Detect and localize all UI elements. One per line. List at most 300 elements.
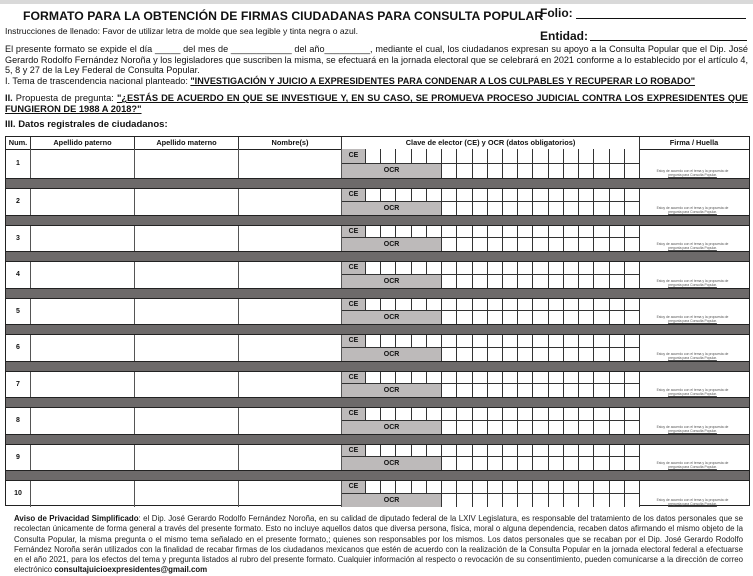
ce-char-box[interactable] [457, 408, 472, 421]
apellido-materno-field[interactable] [135, 445, 239, 471]
folio-field[interactable] [576, 18, 746, 19]
ocr-char-box[interactable] [594, 275, 609, 288]
ocr-char-box[interactable] [594, 202, 609, 215]
ocr-char-box[interactable] [473, 275, 488, 288]
apellido-materno-field[interactable] [135, 149, 239, 178]
ce-char-box[interactable] [610, 481, 625, 494]
ocr-char-box[interactable] [594, 494, 609, 507]
ocr-char-box[interactable] [579, 238, 594, 251]
ce-char-box[interactable] [579, 408, 594, 421]
ce-char-box[interactable] [427, 408, 442, 421]
ocr-char-box[interactable] [473, 202, 488, 215]
ocr-char-box[interactable] [579, 275, 594, 288]
ce-char-box[interactable] [533, 226, 548, 239]
ce-char-box[interactable] [594, 372, 609, 385]
ce-char-box[interactable] [427, 149, 442, 164]
ocr-char-box[interactable] [564, 494, 579, 507]
ce-char-box[interactable] [366, 372, 381, 385]
ce-char-box[interactable] [366, 481, 381, 494]
apellido-materno-field[interactable] [135, 189, 239, 215]
ocr-char-box[interactable] [579, 457, 594, 470]
ce-char-box[interactable] [610, 262, 625, 275]
ocr-char-box[interactable] [503, 275, 518, 288]
apellido-paterno-field[interactable] [31, 481, 135, 507]
ce-char-box[interactable] [518, 262, 533, 275]
ce-char-box[interactable] [412, 226, 427, 239]
ocr-char-box[interactable] [533, 238, 548, 251]
ce-char-box[interactable] [488, 372, 503, 385]
ocr-char-box[interactable] [533, 457, 548, 470]
ocr-char-box[interactable] [503, 421, 518, 434]
ocr-char-box[interactable] [457, 421, 472, 434]
ce-char-box[interactable] [473, 189, 488, 202]
ce-char-box[interactable] [396, 262, 411, 275]
ce-char-box[interactable] [579, 481, 594, 494]
ce-char-box[interactable] [594, 335, 609, 348]
ce-char-box[interactable] [473, 335, 488, 348]
ce-char-box[interactable] [549, 372, 564, 385]
ce-char-box[interactable] [396, 445, 411, 458]
ce-char-box[interactable] [412, 189, 427, 202]
ocr-char-box[interactable] [625, 421, 640, 434]
ce-char-box[interactable] [549, 189, 564, 202]
ocr-char-box[interactable] [503, 494, 518, 507]
ocr-char-box[interactable] [518, 494, 533, 507]
ocr-char-box[interactable] [610, 457, 625, 470]
ocr-char-box[interactable] [610, 202, 625, 215]
ocr-char-box[interactable] [503, 164, 518, 179]
ce-char-box[interactable] [457, 262, 472, 275]
ocr-char-box[interactable] [625, 494, 640, 507]
ce-char-box[interactable] [427, 189, 442, 202]
ce-char-box[interactable] [549, 299, 564, 312]
ce-char-box[interactable] [366, 189, 381, 202]
ce-char-box[interactable] [442, 481, 457, 494]
ce-char-box[interactable] [488, 445, 503, 458]
ocr-char-box[interactable] [442, 494, 457, 507]
ce-char-box[interactable] [442, 408, 457, 421]
ce-char-box[interactable] [518, 481, 533, 494]
ce-char-box[interactable] [594, 445, 609, 458]
ocr-char-box[interactable] [457, 164, 472, 179]
ce-char-box[interactable] [579, 189, 594, 202]
ocr-char-box[interactable] [625, 202, 640, 215]
ce-char-box[interactable] [549, 226, 564, 239]
apellido-paterno-field[interactable] [31, 408, 135, 434]
ocr-char-box[interactable] [442, 275, 457, 288]
ce-char-box[interactable] [396, 372, 411, 385]
ce-char-box[interactable] [366, 445, 381, 458]
ce-char-box[interactable] [579, 335, 594, 348]
ocr-char-box[interactable] [488, 421, 503, 434]
ce-char-box[interactable] [533, 408, 548, 421]
ocr-char-box[interactable] [594, 421, 609, 434]
ocr-char-box[interactable] [457, 202, 472, 215]
ocr-char-box[interactable] [518, 384, 533, 397]
ce-char-box[interactable] [381, 481, 396, 494]
ce-char-box[interactable] [549, 149, 564, 164]
ce-char-box[interactable] [427, 481, 442, 494]
ce-char-box[interactable] [442, 262, 457, 275]
ce-char-box[interactable] [594, 408, 609, 421]
ocr-char-box[interactable] [625, 238, 640, 251]
ce-char-box[interactable] [381, 149, 396, 164]
ce-char-box[interactable] [594, 299, 609, 312]
ce-char-box[interactable] [564, 481, 579, 494]
ocr-char-box[interactable] [488, 457, 503, 470]
ocr-char-box[interactable] [457, 494, 472, 507]
ocr-char-box[interactable] [518, 421, 533, 434]
ce-char-box[interactable] [503, 262, 518, 275]
ocr-char-box[interactable] [473, 164, 488, 179]
ce-char-box[interactable] [518, 408, 533, 421]
ocr-char-box[interactable] [549, 421, 564, 434]
apellido-materno-field[interactable] [135, 408, 239, 434]
ce-char-box[interactable] [533, 262, 548, 275]
ocr-char-box[interactable] [625, 275, 640, 288]
ocr-char-box[interactable] [610, 238, 625, 251]
ce-char-box[interactable] [594, 226, 609, 239]
ce-char-box[interactable] [366, 262, 381, 275]
ce-char-box[interactable] [442, 189, 457, 202]
ce-char-box[interactable] [412, 149, 427, 164]
nombres-field[interactable] [239, 189, 342, 215]
ce-char-box[interactable] [457, 189, 472, 202]
ocr-char-box[interactable] [610, 421, 625, 434]
ocr-char-box[interactable] [457, 348, 472, 361]
ce-char-box[interactable] [625, 226, 640, 239]
ocr-char-box[interactable] [610, 384, 625, 397]
ce-char-box[interactable] [625, 445, 640, 458]
ce-char-box[interactable] [564, 189, 579, 202]
ocr-char-box[interactable] [488, 202, 503, 215]
ce-char-box[interactable] [503, 299, 518, 312]
ocr-char-box[interactable] [564, 202, 579, 215]
ocr-char-box[interactable] [533, 275, 548, 288]
ocr-char-box[interactable] [533, 311, 548, 324]
nombres-field[interactable] [239, 149, 342, 178]
ocr-char-box[interactable] [518, 238, 533, 251]
ocr-char-box[interactable] [518, 457, 533, 470]
ocr-char-box[interactable] [549, 275, 564, 288]
ce-char-box[interactable] [381, 445, 396, 458]
ce-char-box[interactable] [579, 445, 594, 458]
ocr-char-box[interactable] [549, 348, 564, 361]
ocr-char-box[interactable] [549, 457, 564, 470]
ce-char-box[interactable] [381, 262, 396, 275]
ce-char-box[interactable] [381, 335, 396, 348]
ocr-char-box[interactable] [473, 457, 488, 470]
nombres-field[interactable] [239, 262, 342, 288]
apellido-paterno-field[interactable] [31, 149, 135, 178]
ce-char-box[interactable] [564, 149, 579, 164]
ce-char-box[interactable] [412, 445, 427, 458]
ce-char-box[interactable] [503, 189, 518, 202]
ce-char-box[interactable] [412, 481, 427, 494]
ce-char-box[interactable] [518, 335, 533, 348]
apellido-paterno-field[interactable] [31, 262, 135, 288]
ocr-char-box[interactable] [610, 275, 625, 288]
ocr-char-box[interactable] [564, 457, 579, 470]
ocr-char-box[interactable] [549, 311, 564, 324]
ce-char-box[interactable] [412, 335, 427, 348]
ocr-char-box[interactable] [579, 384, 594, 397]
ce-char-box[interactable] [366, 149, 381, 164]
ce-char-box[interactable] [594, 189, 609, 202]
ocr-char-box[interactable] [625, 348, 640, 361]
ocr-char-box[interactable] [457, 311, 472, 324]
apellido-paterno-field[interactable] [31, 445, 135, 471]
ce-char-box[interactable] [564, 262, 579, 275]
ce-char-box[interactable] [533, 445, 548, 458]
ce-char-box[interactable] [518, 445, 533, 458]
ce-char-box[interactable] [488, 408, 503, 421]
ce-char-box[interactable] [579, 299, 594, 312]
ocr-char-box[interactable] [610, 348, 625, 361]
ce-char-box[interactable] [427, 335, 442, 348]
ce-char-box[interactable] [625, 189, 640, 202]
ce-char-box[interactable] [473, 262, 488, 275]
ce-char-box[interactable] [564, 226, 579, 239]
ce-char-box[interactable] [473, 299, 488, 312]
ocr-char-box[interactable] [473, 494, 488, 507]
ce-char-box[interactable] [488, 189, 503, 202]
ocr-char-box[interactable] [533, 202, 548, 215]
ocr-char-box[interactable] [473, 238, 488, 251]
ocr-char-box[interactable] [488, 238, 503, 251]
ce-char-box[interactable] [396, 226, 411, 239]
ocr-char-box[interactable] [503, 384, 518, 397]
ocr-char-box[interactable] [518, 275, 533, 288]
ce-char-box[interactable] [503, 226, 518, 239]
ce-char-box[interactable] [412, 299, 427, 312]
ce-char-box[interactable] [503, 408, 518, 421]
ocr-char-box[interactable] [564, 164, 579, 179]
nombres-field[interactable] [239, 445, 342, 471]
ce-char-box[interactable] [396, 335, 411, 348]
ocr-char-box[interactable] [457, 384, 472, 397]
ce-char-box[interactable] [503, 149, 518, 164]
ocr-char-box[interactable] [564, 384, 579, 397]
ocr-char-box[interactable] [549, 238, 564, 251]
ocr-char-box[interactable] [594, 457, 609, 470]
ocr-char-box[interactable] [625, 164, 640, 179]
ocr-char-box[interactable] [503, 238, 518, 251]
ce-char-box[interactable] [564, 299, 579, 312]
ce-char-box[interactable] [473, 408, 488, 421]
ce-char-box[interactable] [488, 262, 503, 275]
ce-char-box[interactable] [366, 299, 381, 312]
ocr-char-box[interactable] [610, 311, 625, 324]
ocr-char-box[interactable] [442, 164, 457, 179]
ce-char-box[interactable] [412, 262, 427, 275]
ocr-char-box[interactable] [549, 384, 564, 397]
ce-char-box[interactable] [396, 149, 411, 164]
ocr-char-box[interactable] [579, 202, 594, 215]
ocr-char-box[interactable] [473, 348, 488, 361]
ce-char-box[interactable] [625, 149, 640, 164]
ce-char-box[interactable] [594, 149, 609, 164]
ocr-char-box[interactable] [488, 348, 503, 361]
ce-char-box[interactable] [488, 149, 503, 164]
ocr-char-box[interactable] [594, 164, 609, 179]
ce-char-box[interactable] [442, 445, 457, 458]
ocr-char-box[interactable] [579, 348, 594, 361]
ce-char-box[interactable] [610, 189, 625, 202]
ce-char-box[interactable] [625, 408, 640, 421]
nombres-field[interactable] [239, 299, 342, 325]
ce-char-box[interactable] [579, 262, 594, 275]
ocr-char-box[interactable] [442, 384, 457, 397]
ocr-char-box[interactable] [533, 421, 548, 434]
ce-char-box[interactable] [473, 445, 488, 458]
ce-char-box[interactable] [457, 481, 472, 494]
ocr-char-box[interactable] [518, 164, 533, 179]
ocr-char-box[interactable] [488, 494, 503, 507]
ce-char-box[interactable] [579, 372, 594, 385]
ce-char-box[interactable] [412, 408, 427, 421]
ce-char-box[interactable] [427, 226, 442, 239]
ce-char-box[interactable] [442, 372, 457, 385]
ce-char-box[interactable] [610, 226, 625, 239]
ocr-char-box[interactable] [503, 311, 518, 324]
ce-char-box[interactable] [625, 262, 640, 275]
ce-char-box[interactable] [533, 299, 548, 312]
ce-char-box[interactable] [412, 372, 427, 385]
ocr-char-box[interactable] [579, 494, 594, 507]
ce-char-box[interactable] [564, 335, 579, 348]
ocr-char-box[interactable] [549, 164, 564, 179]
ce-char-box[interactable] [381, 299, 396, 312]
ce-char-box[interactable] [381, 408, 396, 421]
ocr-char-box[interactable] [610, 164, 625, 179]
ocr-char-box[interactable] [594, 384, 609, 397]
ocr-char-box[interactable] [488, 164, 503, 179]
ocr-char-box[interactable] [442, 421, 457, 434]
ce-char-box[interactable] [427, 262, 442, 275]
ocr-char-box[interactable] [564, 275, 579, 288]
ce-char-box[interactable] [533, 149, 548, 164]
ocr-char-box[interactable] [518, 348, 533, 361]
ocr-char-box[interactable] [473, 384, 488, 397]
ce-char-box[interactable] [610, 335, 625, 348]
apellido-paterno-field[interactable] [31, 226, 135, 252]
ce-char-box[interactable] [473, 481, 488, 494]
ocr-char-box[interactable] [503, 202, 518, 215]
ce-char-box[interactable] [625, 481, 640, 494]
ce-char-box[interactable] [610, 445, 625, 458]
ocr-char-box[interactable] [533, 384, 548, 397]
ocr-char-box[interactable] [610, 494, 625, 507]
ce-char-box[interactable] [366, 335, 381, 348]
ce-char-box[interactable] [396, 189, 411, 202]
ce-char-box[interactable] [442, 149, 457, 164]
apellido-materno-field[interactable] [135, 299, 239, 325]
ce-char-box[interactable] [488, 481, 503, 494]
ocr-char-box[interactable] [564, 311, 579, 324]
ocr-char-box[interactable] [579, 164, 594, 179]
ce-char-box[interactable] [442, 226, 457, 239]
ce-char-box[interactable] [488, 335, 503, 348]
ce-char-box[interactable] [594, 262, 609, 275]
ce-char-box[interactable] [503, 372, 518, 385]
ocr-char-box[interactable] [488, 384, 503, 397]
ce-char-box[interactable] [518, 149, 533, 164]
ce-char-box[interactable] [381, 226, 396, 239]
ce-char-box[interactable] [518, 226, 533, 239]
ce-char-box[interactable] [503, 481, 518, 494]
ocr-char-box[interactable] [442, 202, 457, 215]
ce-char-box[interactable] [396, 481, 411, 494]
ocr-char-box[interactable] [518, 202, 533, 215]
ocr-char-box[interactable] [533, 494, 548, 507]
ce-char-box[interactable] [503, 335, 518, 348]
ce-char-box[interactable] [457, 149, 472, 164]
ce-char-box[interactable] [457, 445, 472, 458]
ce-char-box[interactable] [549, 481, 564, 494]
ce-char-box[interactable] [427, 445, 442, 458]
ocr-char-box[interactable] [549, 202, 564, 215]
ce-char-box[interactable] [503, 445, 518, 458]
ce-char-box[interactable] [625, 335, 640, 348]
ce-char-box[interactable] [381, 372, 396, 385]
ocr-char-box[interactable] [457, 275, 472, 288]
ce-char-box[interactable] [549, 445, 564, 458]
ce-char-box[interactable] [427, 299, 442, 312]
ce-char-box[interactable] [579, 149, 594, 164]
nombres-field[interactable] [239, 335, 342, 361]
ce-char-box[interactable] [549, 408, 564, 421]
ce-char-box[interactable] [473, 226, 488, 239]
apellido-materno-field[interactable] [135, 481, 239, 507]
ce-char-box[interactable] [594, 481, 609, 494]
ce-char-box[interactable] [381, 189, 396, 202]
ce-char-box[interactable] [533, 481, 548, 494]
ce-char-box[interactable] [442, 335, 457, 348]
ce-char-box[interactable] [442, 299, 457, 312]
apellido-paterno-field[interactable] [31, 335, 135, 361]
ce-char-box[interactable] [610, 408, 625, 421]
ce-char-box[interactable] [579, 226, 594, 239]
ce-char-box[interactable] [533, 372, 548, 385]
ocr-char-box[interactable] [488, 311, 503, 324]
ocr-char-box[interactable] [594, 238, 609, 251]
ocr-char-box[interactable] [473, 311, 488, 324]
ocr-char-box[interactable] [442, 348, 457, 361]
ce-char-box[interactable] [488, 226, 503, 239]
ce-char-box[interactable] [366, 226, 381, 239]
ce-char-box[interactable] [457, 372, 472, 385]
ocr-char-box[interactable] [473, 421, 488, 434]
ocr-char-box[interactable] [503, 457, 518, 470]
nombres-field[interactable] [239, 226, 342, 252]
entidad-field[interactable] [590, 40, 747, 41]
ce-char-box[interactable] [457, 335, 472, 348]
ce-char-box[interactable] [533, 335, 548, 348]
ocr-char-box[interactable] [594, 311, 609, 324]
ce-char-box[interactable] [610, 149, 625, 164]
ce-char-box[interactable] [518, 299, 533, 312]
ocr-char-box[interactable] [579, 421, 594, 434]
ce-char-box[interactable] [473, 372, 488, 385]
ce-char-box[interactable] [427, 372, 442, 385]
ce-char-box[interactable] [625, 372, 640, 385]
ce-char-box[interactable] [533, 189, 548, 202]
ocr-char-box[interactable] [564, 348, 579, 361]
ce-char-box[interactable] [625, 299, 640, 312]
ocr-char-box[interactable] [549, 494, 564, 507]
ce-char-box[interactable] [610, 372, 625, 385]
